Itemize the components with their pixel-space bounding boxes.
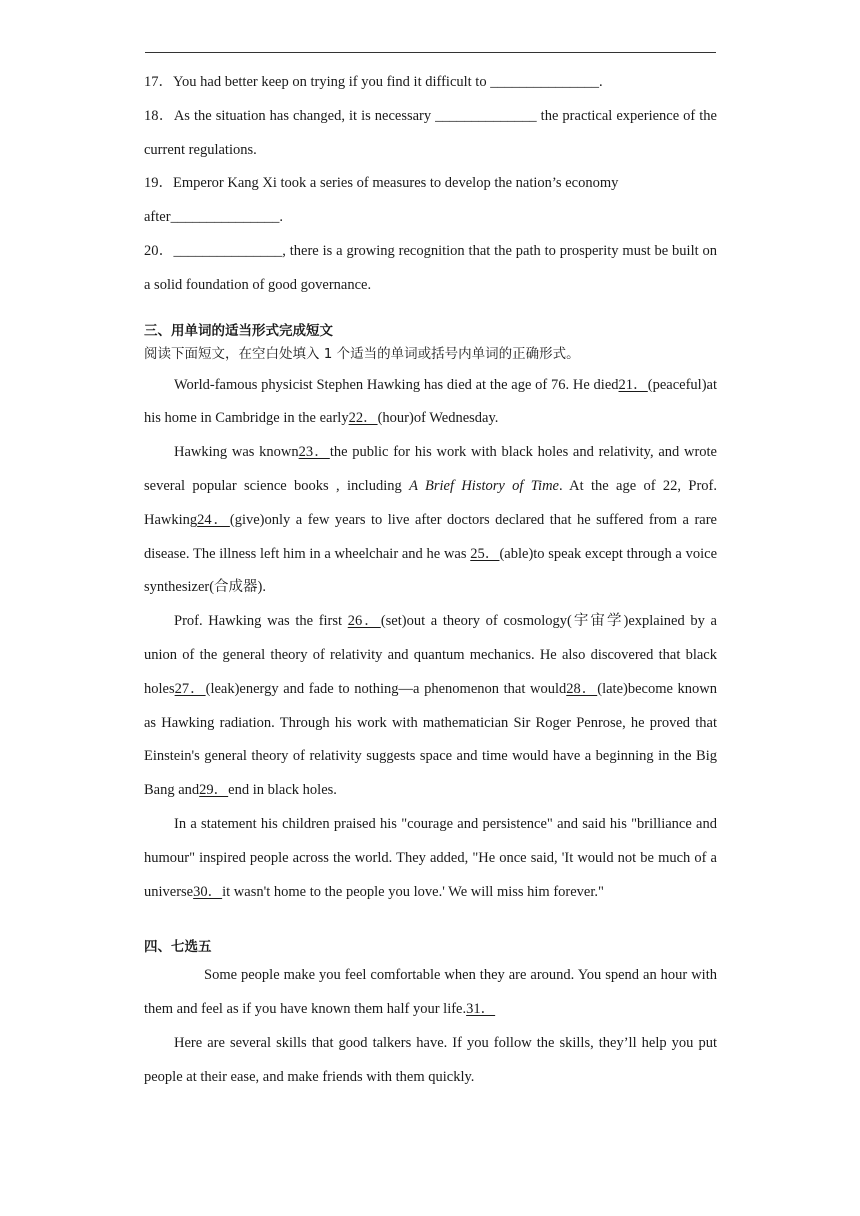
- blank-26[interactable]: 26．: [347, 613, 381, 630]
- passage-text: (late)become known as Hawking radiation. Through his work with mathematician Sir Roger Penrose, he proved that Einstein's general theory of relativity suggests space and time would have a beginning in the Big Bang and: [144, 680, 718, 799]
- question-text: Emperor Kang Xi took a series of measures to develop the nation’s economy after: [144, 175, 619, 226]
- passage-paragraph-1: [144, 369, 717, 437]
- header-rule: [145, 52, 716, 53]
- passage-text: Hawking was known: [174, 444, 299, 461]
- blank-25[interactable]: 25．: [470, 545, 500, 562]
- passage-text: end in black holes.: [228, 782, 337, 799]
- passage-paragraph-4: [144, 808, 717, 909]
- blank-22[interactable]: 22．: [348, 410, 378, 427]
- question-20: [144, 235, 717, 303]
- question-number: 18．: [144, 107, 174, 124]
- passage-text: (hour)of Wednesday.: [377, 410, 499, 427]
- passage-text: In a statement his children praised his "courage and persistence" and said his "brilliance and humour" inspired people across the world. They added, "He once said, 'It would not be much of a universe: [144, 815, 717, 900]
- section-3-title: 三、用单词的适当形式完成短文: [144, 322, 333, 339]
- question-text-end: , there is a growing recognition that the path to prosperity must be built on a solid foundation of good governance.: [144, 242, 717, 293]
- blank-24[interactable]: 24．: [197, 511, 230, 528]
- blank-23[interactable]: 23．: [298, 444, 330, 461]
- blank-31[interactable]: 31．: [466, 1001, 496, 1018]
- question-number: 19．: [144, 175, 173, 192]
- passage-text: World-famous physicist Stephen Hawking has died at the age of 76. He died: [174, 376, 619, 393]
- document-page: [144, 66, 717, 1095]
- question-text-end: .: [279, 209, 283, 226]
- section-4-title: 四、七选五: [144, 939, 212, 956]
- passage-text: Some people make you feel comfortable when they are around. You spend an hour with them and feel as if you have known them half your life.: [144, 967, 717, 1018]
- question-text: You had better keep on trying if you find it difficult to: [173, 74, 491, 90]
- passage-text: . At the age of 22, Prof. Hawking: [144, 477, 717, 528]
- question-18: [144, 100, 717, 168]
- question-number: 20．: [144, 242, 174, 259]
- question-number: 17．: [144, 74, 173, 90]
- answer-blank[interactable]: _______________: [490, 74, 599, 90]
- blank-28[interactable]: 28．: [566, 680, 598, 697]
- section-3-instruction: 阅读下面短文，在空白处填入 1 个适当的单词或括号内单词的正确形式。: [144, 345, 580, 362]
- question-text-end: the practical experience of the current regulations.: [144, 107, 717, 158]
- blank-21[interactable]: 21．: [618, 376, 648, 393]
- question-19: [144, 167, 717, 235]
- blank-27[interactable]: 27．: [174, 680, 206, 697]
- question-text: As the situation has changed, it is necessary: [173, 107, 436, 124]
- blank-29[interactable]: 29．: [199, 782, 229, 799]
- answer-blank[interactable]: ______________: [435, 107, 537, 124]
- seven-five-paragraph-1: [144, 959, 717, 1027]
- passage-paragraph-2: [144, 436, 717, 605]
- book-title: A Brief History of Time: [409, 477, 559, 494]
- passage-text: (leak)energy and fade to nothing—a phenomenon that would: [205, 680, 567, 697]
- answer-blank[interactable]: _______________: [170, 209, 280, 226]
- passage-text: (give)only a few years to live after doctors declared that he suffered from a rare disease. The illness left him in a wheelchair and he was: [144, 511, 717, 562]
- passage-text: (set)out a theory of cosmology(宇宙学)explained by a union of the general theory of relativity and quantum mechanics. He also discovered that black holes: [144, 613, 717, 697]
- question-17: [144, 66, 717, 100]
- seven-five-paragraph-2: Here are several skills that good talkers have. If you follow the skills, they’ll help you put people at their ease, and make friends with them quickly.: [144, 1034, 717, 1085]
- answer-blank[interactable]: _______________: [173, 242, 283, 259]
- passage-text: (able)to speak except through a voice synthesizer(合成器).: [144, 545, 718, 596]
- blank-30[interactable]: 30．: [193, 883, 223, 900]
- passage-text: Prof. Hawking was the first: [174, 613, 348, 630]
- question-text-end: .: [598, 74, 603, 90]
- passage-paragraph-3: [144, 605, 717, 808]
- passage-text: the public for his work with black holes and relativity, and wrote several popular science books , including: [144, 444, 717, 494]
- passage-text: it wasn't home to the people you love.' We will miss him forever.": [222, 883, 604, 900]
- passage-text: (peaceful)at his home in Cambridge in the early: [144, 376, 718, 427]
